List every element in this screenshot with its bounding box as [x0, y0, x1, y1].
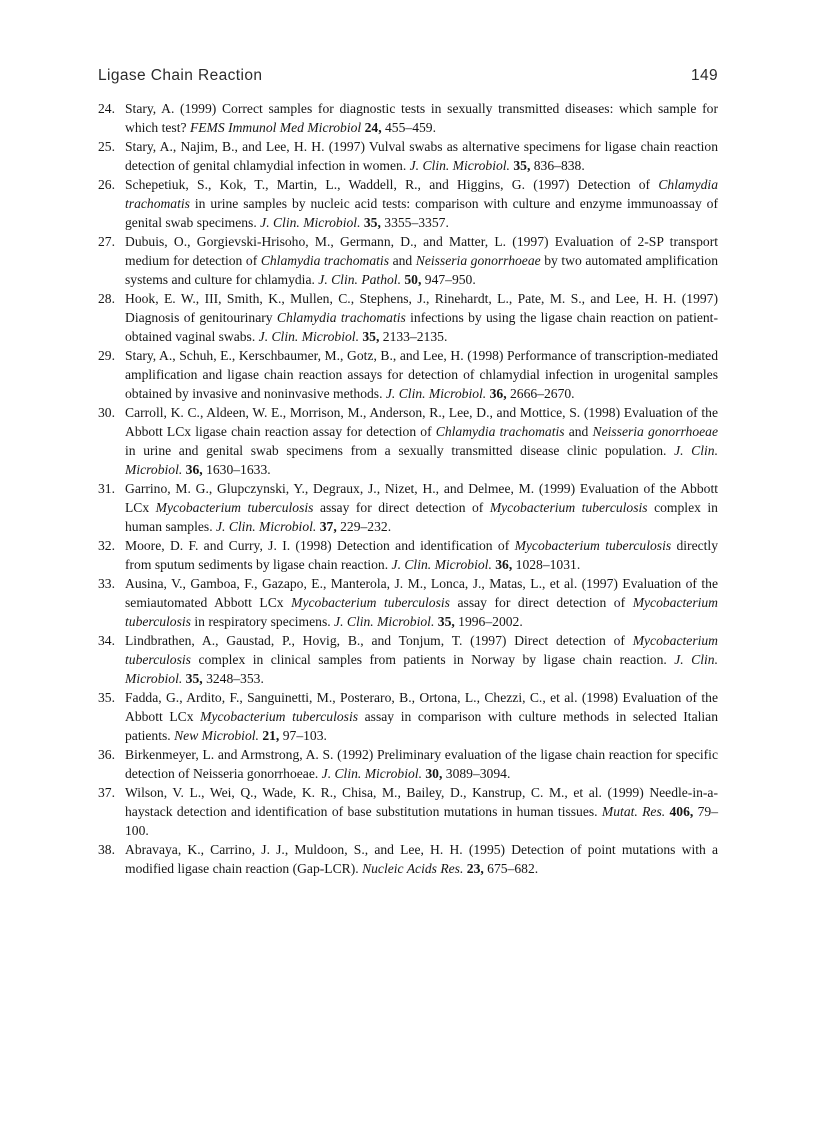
reference-segment: 3248–353.: [206, 671, 264, 686]
reference-segment: 50,: [404, 272, 425, 287]
reference-text: [125, 291, 718, 344]
reference-segment: Stary, A. (1999) Correct samples for diagnostic tests in sexually transmitted diseases: which sample for which test?: [125, 101, 718, 135]
reference-segment: and: [392, 253, 416, 268]
reference-segment: Stary, A., Schuh, E., Kerschbaumer, M., Gotz, B., and Lee, H. (1998) Performance of transcription-mediated amplification and ligase chain reaction assays for detection of chlamydial infection in urogenital samples obtained by invasive and noninvasive methods.: [125, 348, 718, 401]
reference-segment: Carroll, K. C., Aldeen, W. E., Morrison, M., Anderson, R., Lee, D., and Mottice, S. (1998) Evaluation of the Abbott LCx ligase chain reaction assay for detection of: [125, 405, 718, 439]
reference-segment: 36,: [185, 462, 207, 477]
reference-segment: Abravaya, K., Carrino, J. J., Muldoon, S., and Lee, H. H. (1995) Detection of point mutations with a modified ligase chain reaction (Gap-LCR).: [125, 842, 718, 876]
reference-text: [125, 633, 718, 686]
reference-segment: assay for direct detection of: [457, 595, 633, 610]
reference-segment: Chlamydia trachomatis: [435, 424, 569, 439]
reference-text: [125, 481, 718, 534]
reference-segment: 2666–2670.: [510, 386, 575, 401]
reference-segment: 1028–1031.: [515, 557, 581, 572]
reference-number: 30.: [98, 405, 115, 420]
reference-segment: Mycobacterium tuberculosis: [125, 633, 718, 667]
reference-item: [98, 175, 718, 232]
reference-segment: Garrino, M. G., Glupczynski, Y., Degraux, J., Nizet, H., and Delmee, M. (1999) Evaluation of the Abbott LCx: [125, 481, 718, 515]
reference-item: [98, 346, 718, 403]
reference-item: [98, 403, 718, 479]
reference-item: [98, 289, 718, 346]
reference-segment: 35,: [513, 158, 534, 173]
reference-text: [125, 747, 718, 781]
reference-list: [98, 99, 718, 878]
reference-segment: directly from sputum sediments by ligase chain reaction.: [125, 538, 718, 572]
reference-text: [125, 785, 718, 838]
reference-segment: 1996–2002.: [458, 614, 523, 629]
reference-segment: Neisseria gonorrhoeae: [592, 424, 718, 439]
reference-segment: 30,: [425, 766, 446, 781]
reference-item: [98, 99, 718, 137]
running-head-title: Ligase Chain Reaction: [98, 67, 263, 84]
reference-number: 34.: [98, 633, 115, 648]
reference-segment: 35,: [185, 671, 207, 686]
reference-text: [125, 348, 718, 401]
reference-segment: Mutat. Res.: [601, 804, 670, 819]
reference-segment: and: [568, 424, 593, 439]
reference-segment: 36,: [495, 557, 516, 572]
reference-number: 31.: [98, 481, 115, 496]
reference-number: 32.: [98, 538, 115, 553]
reference-number: 25.: [98, 139, 115, 154]
reference-segment: J. Clin. Microbiol.: [409, 158, 514, 173]
reference-segment: complex in human samples.: [125, 500, 718, 534]
reference-segment: 2133–2135.: [382, 329, 448, 344]
reference-segment: J. Clin. Microbiol.: [260, 215, 364, 230]
reference-segment: complex in clinical samples from patients in Norway by ligase chain reaction.: [198, 652, 675, 667]
reference-number: 28.: [98, 291, 115, 306]
reference-segment: 229–232.: [340, 519, 392, 534]
reference-segment: Chlamydia trachomatis: [260, 253, 393, 268]
reference-segment: in respiratory specimens.: [194, 614, 335, 629]
reference-text: [125, 576, 718, 629]
reference-segment: J. Clin. Pathol.: [318, 272, 405, 287]
reference-text: [125, 139, 718, 173]
reference-segment: Mycobacterium tuberculosis: [125, 595, 718, 629]
reference-segment: Chlamydia trachomatis: [125, 177, 718, 211]
reference-text: [125, 177, 718, 230]
reference-item: [98, 840, 718, 878]
reference-segment: assay for direct detection of: [319, 500, 490, 515]
reference-segment: 79–100.: [125, 804, 718, 838]
reference-segment: Schepetiuk, S., Kok, T., Martin, L., Waddell, R., and Higgins, G. (1997) Detection of: [125, 177, 659, 192]
reference-segment: 35,: [363, 215, 385, 230]
reference-segment: 36,: [489, 386, 510, 401]
reference-item: [98, 688, 718, 745]
reference-text: [125, 842, 718, 876]
reference-number: 26.: [98, 177, 115, 192]
reference-number: 36.: [98, 747, 115, 762]
reference-segment: J. Clin. Microbiol.: [385, 386, 490, 401]
reference-segment: 406,: [669, 804, 698, 819]
reference-segment: Mycobacterium tuberculosis: [489, 500, 655, 515]
reference-text: [125, 690, 718, 743]
reference-segment: Mycobacterium tuberculosis: [155, 500, 320, 515]
reference-item: [98, 536, 718, 574]
reference-segment: Dubuis, O., Gorgievski-Hrisoho, M., Germann, D., and Matter, L. (1997) Evaluation of 2-SP transport medium for detection of: [125, 234, 718, 268]
reference-segment: Birkenmeyer, L. and Armstrong, A. S. (1992) Preliminary evaluation of the ligase chain reaction for specific detection of Neisseria gonorrhoeae.: [125, 747, 718, 781]
reference-segment: Fadda, G., Ardito, F., Sanguinetti, M., Posteraro, B., Ortona, L., Chezzi, C., et al. (1998) Evaluation of the Abbott LCx: [125, 690, 718, 724]
reference-segment: 37,: [319, 519, 341, 534]
reference-segment: in urine and genital swab specimens from a sexually transmitted disease clinic population.: [125, 443, 675, 458]
reference-number: 29.: [98, 348, 115, 363]
reference-segment: assay in comparison with culture methods in selected Italian patients.: [125, 709, 718, 743]
reference-text: [125, 234, 718, 287]
reference-segment: Mycobacterium tuberculosis: [291, 595, 458, 610]
reference-segment: Chlamydia trachomatis: [276, 310, 411, 325]
reference-segment: Ausina, V., Gamboa, F., Gazapo, E., Manterola, J. M., Lonca, J., Matas, L., et al. (1997) Evaluation of the semiautomated Abbott LCx: [125, 576, 718, 610]
reference-item: [98, 137, 718, 175]
reference-number: 24.: [98, 101, 115, 116]
reference-segment: 947–950.: [424, 272, 476, 287]
reference-segment: in urine samples by nucleic acid tests: comparison with culture and enzyme immunoassay of genital swab specimens.: [125, 196, 718, 230]
reference-segment: New Microbiol.: [174, 728, 263, 743]
reference-number: 37.: [98, 785, 115, 800]
reference-segment: 455–459.: [385, 120, 436, 135]
reference-segment: Nucleic Acids Res.: [362, 861, 467, 876]
reference-segment: 23,: [466, 861, 488, 876]
reference-item: [98, 232, 718, 289]
reference-segment: 35,: [437, 614, 459, 629]
reference-number: 35.: [98, 690, 115, 705]
reference-segment: J. Clin. Microbiol.: [125, 443, 718, 477]
reference-segment: 1630–1633.: [206, 462, 271, 477]
reference-segment: FEMS Immunol Med Microbiol: [189, 120, 365, 135]
reference-segment: 97–103.: [282, 728, 327, 743]
reference-text: [125, 538, 718, 572]
reference-segment: infections by using the ligase chain reaction on patient-obtained vaginal swabs.: [125, 310, 718, 344]
reference-segment: 24,: [364, 120, 385, 135]
reference-segment: Mycobacterium tuberculosis: [200, 709, 365, 724]
reference-segment: Lindbrathen, A., Gaustad, P., Hovig, B., and Tonjum, T. (1997) Direct detection of: [125, 633, 633, 648]
reference-segment: 675–682.: [487, 861, 539, 876]
reference-segment: J. Clin. Microbiol.: [334, 614, 438, 629]
reference-segment: 836–838.: [533, 158, 585, 173]
reference-segment: Stary, A., Najim, B., and Lee, H. H. (1997) Vulval swabs as alternative specimens for ligase chain reaction detection of genital chlamydial infection in women.: [125, 139, 718, 173]
reference-item: [98, 479, 718, 536]
reference-segment: 21,: [262, 728, 283, 743]
reference-segment: Wilson, V. L., Wei, Q., Wade, K. R., Chisa, M., Bailey, D., Kanstrup, C. M., et al. (1999) Needle-in-a-haystack detection and identification of base substitution mutations in human tissues.: [125, 785, 718, 819]
reference-segment: by two automated amplification systems and culture for chlamydia.: [125, 253, 719, 287]
reference-number: 33.: [98, 576, 115, 591]
reference-segment: 35,: [362, 329, 383, 344]
reference-segment: Mycobacterium tuberculosis: [514, 538, 677, 553]
reference-text: [125, 405, 718, 477]
reference-segment: 3355–3357.: [384, 215, 449, 230]
reference-segment: Moore, D. F. and Curry, J. I. (1998) Detection and identification of: [125, 538, 515, 553]
reference-segment: Hook, E. W., III, Smith, K., Mullen, C., Stephens, J., Rinehardt, L., Pate, M. S., and Lee, H. H. (1997) Diagnosis of genitourinary: [125, 291, 718, 325]
reference-item: [98, 783, 718, 840]
reference-item: [98, 631, 718, 688]
reference-text: [125, 101, 718, 135]
reference-segment: Neisseria gonorrhoeae: [415, 253, 545, 268]
reference-number: 27.: [98, 234, 115, 249]
reference-item: [98, 745, 718, 783]
page-header: [98, 67, 718, 85]
reference-segment: J. Clin. Microbiol.: [216, 519, 320, 534]
reference-item: [98, 574, 718, 631]
reference-segment: 3089–3094.: [445, 766, 511, 781]
reference-number: 38.: [98, 842, 115, 857]
page-number: 149: [690, 67, 718, 84]
reference-segment: J. Clin. Microbiol.: [321, 766, 426, 781]
reference-segment: J. Clin. Microbiol.: [391, 557, 496, 572]
reference-segment: J. Clin. Microbiol.: [258, 329, 363, 344]
reference-segment: J. Clin. Microbiol.: [125, 652, 718, 686]
